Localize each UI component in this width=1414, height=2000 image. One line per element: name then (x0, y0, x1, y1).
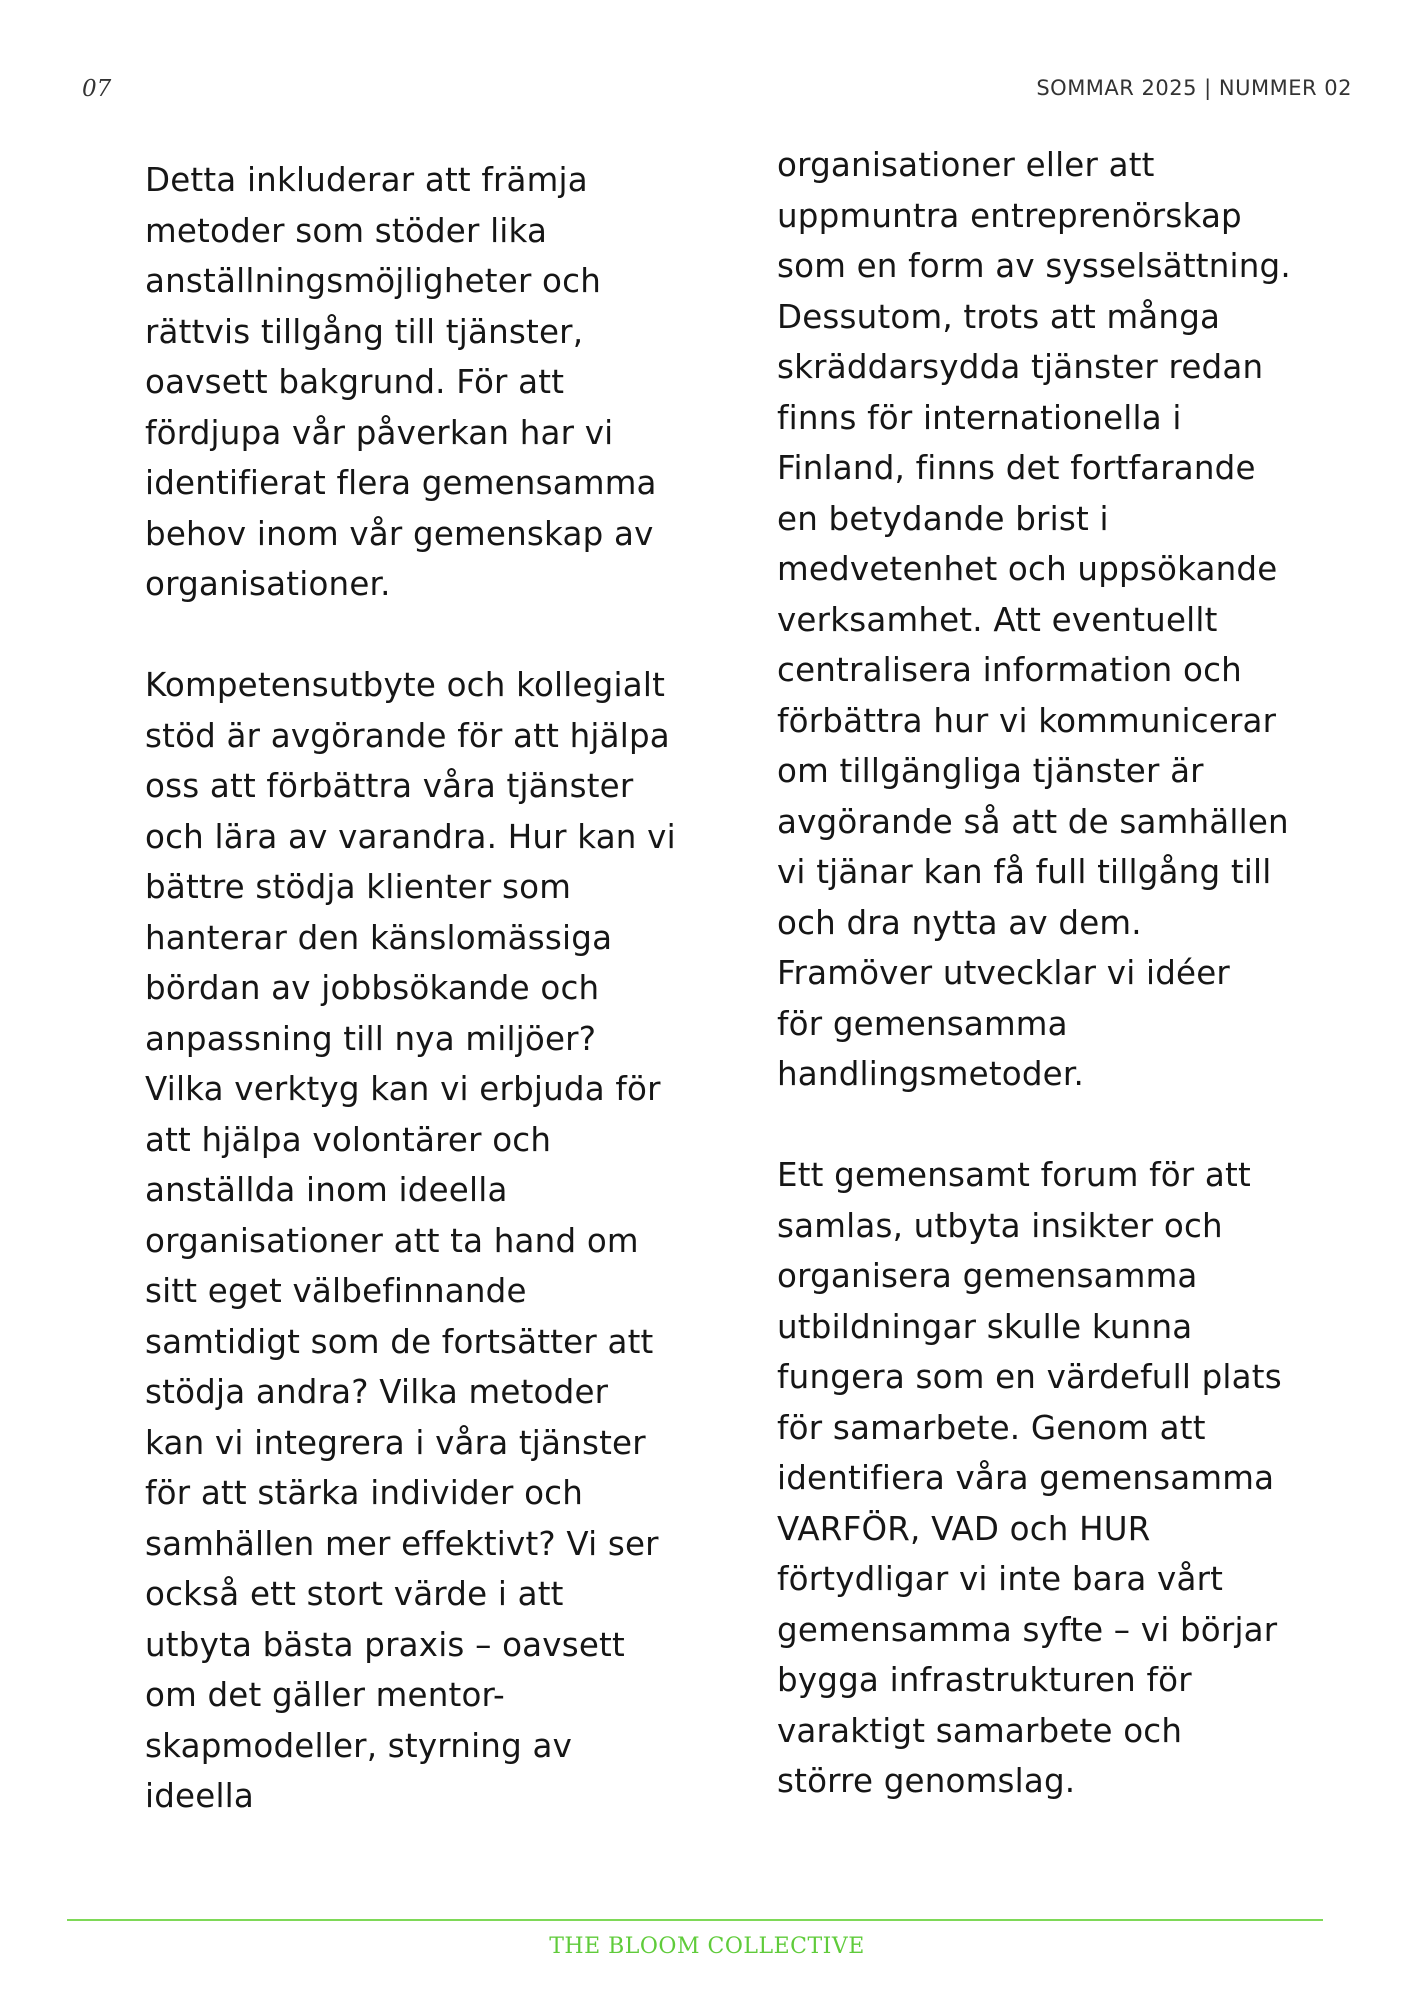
text-line: som en form av sysselsättning. (777, 247, 1291, 285)
text-line: Framöver utvecklar vi idéer (777, 954, 1230, 992)
page-number: 07 (82, 76, 112, 102)
text-line: anställningsmöjligheter och (145, 262, 601, 300)
left-column (145, 155, 725, 1822)
text-line: förtydligar vi inte bara vårt (777, 1560, 1224, 1598)
text-line: handlingsmetoder. (777, 1055, 1084, 1093)
text-line: Detta inkluderar att främja (145, 161, 588, 199)
right-paragraph-1 (777, 140, 1357, 1100)
text-line: identifiera våra gemensamma (777, 1459, 1275, 1497)
right-column (777, 140, 1357, 1807)
text-line: identifierat flera gemensamma (145, 464, 657, 502)
text-line: oss att förbättra våra tjänster (145, 767, 634, 805)
text-line: bättre stödja klienter som (145, 868, 572, 906)
text-line: verksamhet. Att eventuellt (777, 600, 1218, 639)
text-line: VARFÖR, VAD och HUR (777, 1509, 1151, 1548)
text-line: samlas, utbyta insikter och (777, 1206, 1223, 1245)
text-line: för att stärka individer och (145, 1474, 584, 1512)
text-line: Kompetensutbyte och kollegialt (145, 666, 666, 704)
text-line: stödja andra? Vilka metoder (145, 1373, 609, 1411)
text-line: kan vi integrera i våra tjänster (145, 1423, 646, 1462)
text-line: utbyta bästa praxis – oavsett (145, 1625, 625, 1664)
text-line: hanterar den känslomässiga (145, 918, 613, 957)
text-line: att hjälpa volontärer och (145, 1120, 552, 1159)
text-line: förbättra hur vi kommunicerar (777, 701, 1277, 740)
text-line: Dessutom, trots att många (777, 297, 1221, 336)
text-line: större genomslag. (777, 1762, 1076, 1800)
text-line: fungera som en värdefull plats (777, 1358, 1282, 1396)
text-line: rättvis tillgång till tjänster, (145, 312, 584, 351)
footer-divider (67, 1919, 1323, 1921)
left-paragraph-2 (145, 660, 725, 1822)
text-line: Ett gemensamt forum för att (777, 1156, 1251, 1194)
text-line: vi tjänar kan få full tillgång till (777, 853, 1272, 891)
text-line: organisationer. (145, 565, 391, 603)
text-line: Vilka verktyg kan vi erbjuda för (145, 1070, 661, 1108)
text-line: centralisera information och (777, 651, 1242, 689)
text-line: metoder som stöder lika (145, 211, 548, 250)
text-line: ideella (145, 1777, 255, 1815)
text-line: anpassning till nya miljöer? (145, 1019, 597, 1058)
text-line: organisera gemensamma (777, 1257, 1198, 1295)
text-line: bördan av jobbsökande och (145, 969, 600, 1007)
issue-label: SOMMAR 2025 | NUMMER 02 (1036, 76, 1352, 100)
text-line: utbildningar skulle kunna (777, 1307, 1193, 1346)
text-line: om tillgängliga tjänster är (777, 752, 1204, 790)
text-line: bygga infrastrukturen för (777, 1661, 1192, 1699)
text-line: samhällen mer effektivt? Vi ser (145, 1524, 659, 1563)
text-line: skapmodeller, styrning av (145, 1726, 573, 1765)
text-line: medvetenhet och uppsökande (777, 550, 1278, 588)
text-line: finns för internationella i (777, 398, 1182, 437)
text-line: om det gäller mentor- (145, 1676, 505, 1714)
text-line: för samarbete. Genom att (777, 1408, 1206, 1447)
text-line: varaktigt samarbete och (777, 1711, 1183, 1750)
text-line: och dra nytta av dem. (777, 903, 1142, 942)
text-line: samtidigt som de fortsätter att (145, 1322, 654, 1361)
text-line: organisationer eller att (777, 146, 1155, 184)
text-line: gemensamma syfte – vi börjar (777, 1610, 1278, 1649)
text-line: behov inom vår gemenskap av (145, 514, 654, 553)
text-line: anställda inom ideella (145, 1171, 508, 1209)
text-line: avgörande så att de samhällen (777, 802, 1289, 841)
left-paragraph-1 (145, 155, 725, 610)
text-line: Finland, finns det fortfarande (777, 449, 1256, 487)
text-line: oavsett bakgrund. För att (145, 363, 565, 401)
text-line: för gemensamma (777, 1004, 1068, 1043)
text-line: stöd är avgörande för att hjälpa (145, 716, 670, 755)
text-line: sitt eget välbefinnande (145, 1272, 527, 1310)
text-line: skräddarsydda tjänster redan (777, 348, 1264, 386)
text-line: fördjupa vår påverkan har vi (145, 413, 614, 452)
paragraph-gap (145, 610, 725, 661)
text-line: uppmuntra entreprenörskap (777, 196, 1242, 235)
footer-title: THE BLOOM COLLECTIVE (549, 1934, 865, 1959)
text-line: en betydande brist i (777, 499, 1109, 538)
paragraph-gap (777, 1100, 1357, 1151)
text-line: också ett stort värde i att (145, 1575, 564, 1613)
text-line: och lära av varandra. Hur kan vi (145, 817, 676, 856)
text-line: organisationer att ta hand om (145, 1221, 639, 1260)
right-paragraph-2 (777, 1150, 1357, 1807)
